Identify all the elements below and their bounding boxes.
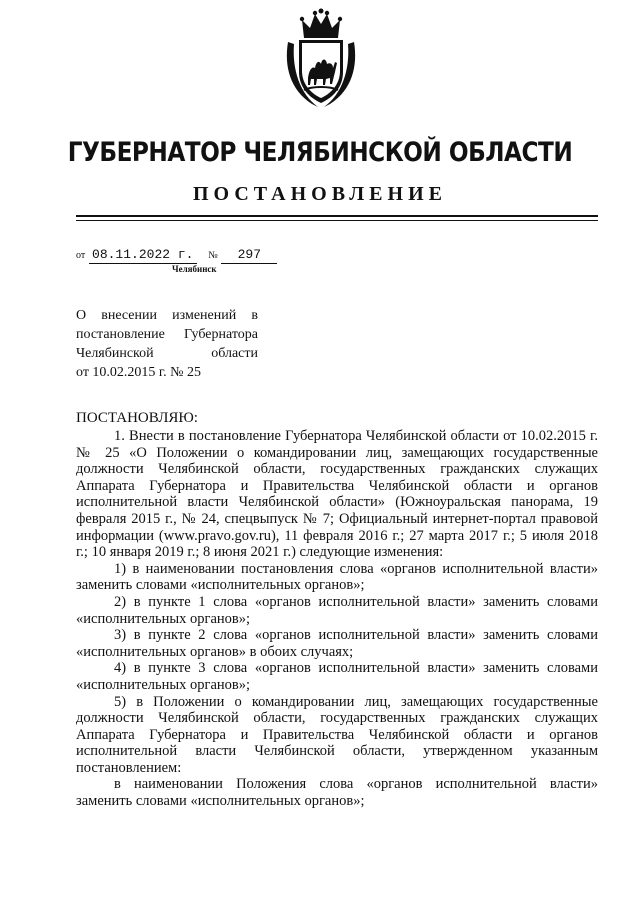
body-paragraph: 3) в пункте 2 слова «органов исполнительной власти» заменить словами «исполнительных органов» в обоих случаях; [76,627,598,660]
header-rule-thick [76,215,598,217]
document-date-number [76,247,277,264]
number-sign: № [208,250,218,261]
header-rule-thin [76,220,598,221]
issue-city: Челябинск [172,264,217,274]
body-paragraph: 5) в Положении о командировании лиц, замещающих государственные должности Челябинской области, государственных гражданских служащих Аппарата Губернатора и Правительства Челябинской области и органов исполнительной власти Челябинской области, утвержденном указанным постановлением: [76,693,598,776]
body-paragraph: 1. Внести в постановление Губернатора Челябинской области от 10.02.2015 г. № 25 «О Положении о командировании лиц, замещающих государственные должности Челябинской области, государственных гражданских служащих Аппарата Губернатора и Правительства Челябинской области и органов исполнительной власти Челябинской области» (Южноуральская панорама, 19 февраля 2015 г., № 24, спецвыпуск № 7; Официальный интернет-портал правовой информации (www.pravo.gov.ru), 11 февраля 2016 г.; 27 марта 2017 г.; 5 июля 2018 г.; 10 января 2019 г.; 8 июня 2021 г.) следующие изменения: [76,428,598,561]
subject-line: О внесении изменений в [76,308,258,323]
body-paragraph: в наименовании Положения слова «органов исполнительной власти» заменить словами «исполнительных органов»; [76,776,598,810]
body-paragraph: 1) в наименовании постановления слова «органов исполнительной власти» заменить словами «исполнительных органов»; [76,560,598,594]
subject-line: от 10.02.2015 г. № 25 [76,365,201,380]
document-date: 08.11.2022 г. [89,247,197,264]
coat-of-arms-icon [282,8,360,110]
document-type: ПОСТАНОВЛЕНИЕ [193,183,447,205]
subject-line: постановление Губернатора [76,327,258,342]
document-body [76,428,598,810]
decree-word: ПОСТАНОВЛЯЮ: [76,410,198,426]
document-subject [76,306,258,382]
issuer-title: ГУБЕРНАТОР ЧЕЛЯБИНСКОЙ ОБЛАСТИ [67,137,573,168]
body-paragraph: 2) в пункте 1 слова «органов исполнительной власти» заменить словами «исполнительных органов»; [76,593,598,627]
date-prefix: от [76,250,86,261]
subject-line: Челябинской области [76,346,258,361]
body-paragraph: 4) в пункте 3 слова «органов исполнительной власти» заменить словами «исполнительных органов»; [76,660,598,693]
document-number: 297 [221,247,277,264]
